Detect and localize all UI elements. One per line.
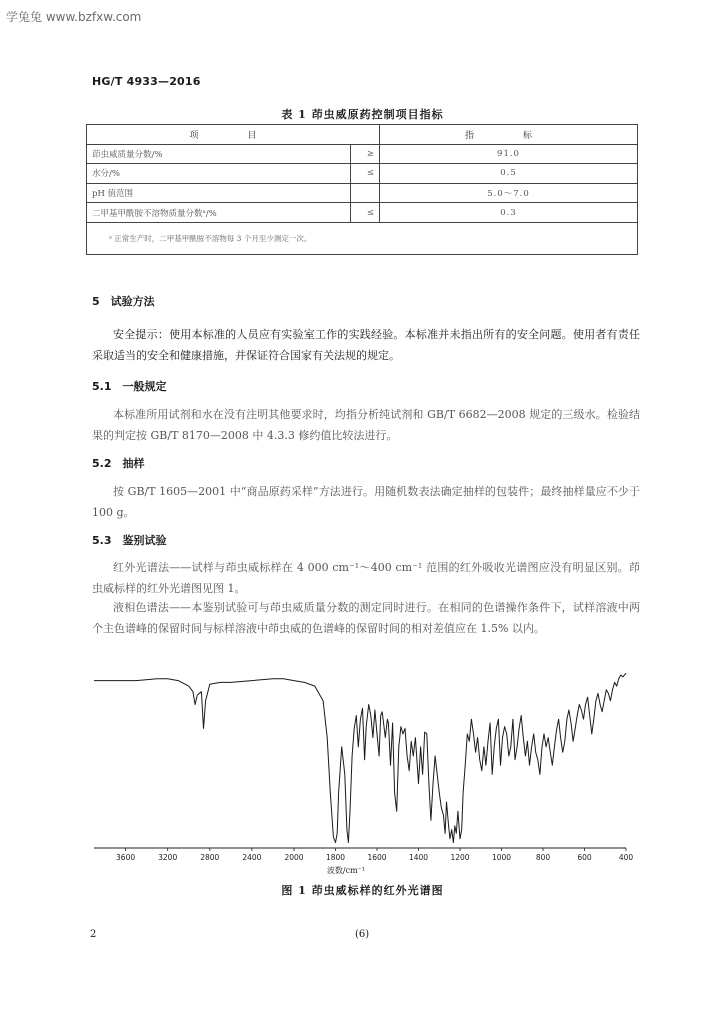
section-5-2-text: 按 GB/T 1605—2001 中“商品原药采样”方法进行。用随机数表法确定抽样的包装件；最终抽样量应不少于 100 g。: [92, 485, 640, 519]
section-5-1-heading: 5.1 一般规定: [92, 380, 167, 393]
x-tick-label: 1400: [408, 853, 429, 862]
row-item: 水分/%: [87, 164, 351, 184]
row-cmp: [351, 183, 380, 203]
col-header-value: 指 标: [380, 125, 638, 145]
x-tick-label: 400: [618, 853, 634, 862]
col-header-item: 项 目: [87, 125, 380, 145]
x-tick-label: 1600: [367, 853, 387, 862]
figure-caption: 图 1 茚虫威标样的红外光谱图: [281, 884, 444, 897]
section-5-1-text: 本标准所用试剂和水在没有注明其他要求时，均指分析纯试剂和 GB/T 6682—2008 规定的三级水。检验结果的判定按 GB/T 8170—2008 中 4.3.3 修约值比较法进行。: [92, 408, 640, 442]
row-value: 91.0: [380, 144, 638, 164]
x-tick-label: 2800: [200, 853, 220, 862]
x-tick-label: 1800: [325, 853, 346, 862]
row-value: 0.3: [380, 203, 638, 223]
section-5-heading: 5 试验方法: [92, 295, 155, 308]
row-value: 0.5: [380, 164, 638, 184]
table-row: [87, 183, 638, 203]
table-row: [87, 203, 638, 223]
table-title: 表 1 茚虫威原药控制项目指标: [281, 108, 444, 121]
spectrum-line: [94, 673, 626, 842]
spec-table: [86, 124, 638, 255]
row-cmp: ≤: [351, 203, 380, 223]
x-tick-label: 3600: [116, 853, 136, 862]
x-tick-label: 1200: [450, 853, 470, 862]
x-tick-label: 600: [577, 853, 592, 862]
row-cmp: ≥: [351, 144, 380, 164]
table-row: [87, 164, 638, 184]
table-note-row: [87, 222, 638, 254]
row-item: 二甲基甲酰胺不溶物质量分数ᵃ/%: [87, 203, 351, 223]
x-tick-label: 2000: [284, 853, 304, 862]
section-5-2-heading: 5.2 抽样: [92, 457, 145, 470]
row-item: pH 值范围: [87, 183, 351, 203]
x-tick-label: 800: [535, 853, 551, 862]
row-cmp: ≤: [351, 164, 380, 184]
x-tick-label: 2400: [242, 853, 262, 862]
page-tag: (6): [355, 929, 370, 940]
page-number: 2: [90, 929, 97, 940]
safety-note: 安全提示：使用本标准的人员应有实验室工作的实践经验。本标准并未指出所有的安全问题。使用者有责任采取适当的安全和健康措施，并保证符合国家有关法规的规定。: [92, 328, 640, 362]
table-row: [87, 144, 638, 164]
section-5-3-heading: 5.3 鉴别试验: [92, 534, 167, 547]
watermark: 学兔兔 www.bzfxw.com: [6, 10, 142, 24]
table-footnote: ᵃ 正常生产时，二甲基甲酰胺不溶物每 3 个月至少测定一次。: [87, 222, 638, 254]
x-axis-label: 波数/cm⁻¹: [326, 866, 366, 875]
ir-spectrum-chart: [94, 660, 634, 882]
row-value: 5.0～7.0: [380, 183, 638, 203]
x-tick-label: 1000: [491, 853, 512, 862]
spectrum-series: [94, 673, 626, 842]
table-header-row: [87, 125, 638, 145]
standard-code: HG/T 4933—2016: [92, 75, 201, 88]
section-5-3-lc-text: 液相色谱法——本鉴别试验可与茚虫威质量分数的测定同时进行。在相同的色谱操作条件下，试样溶液中两个主色谱峰的保留时间与标样溶液中茚虫威的色谱峰的保留时间的相对差值应在 1.5% 以内。: [92, 601, 640, 635]
x-axis-ticks: [116, 848, 633, 862]
row-item: 茚虫威质量分数/%: [87, 144, 351, 164]
section-5-3-ir-text: 红外光谱法——试样与茚虫威标样在 4 000 cm⁻¹～400 cm⁻¹ 范围的红外吸收光谱图应没有明显区别。茚虫威标样的红外光谱图见图 1。: [92, 561, 640, 595]
x-tick-label: 3200: [158, 853, 178, 862]
